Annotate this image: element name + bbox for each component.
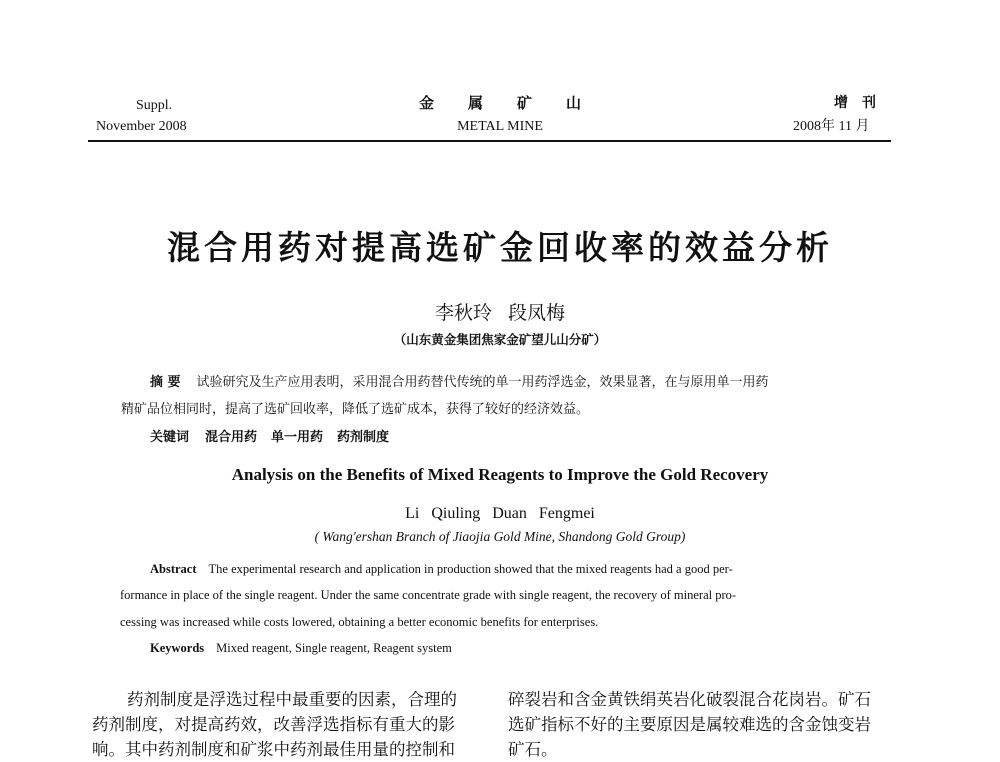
header-rule [88, 140, 891, 142]
keyword-zh-item: 药剂制度 [337, 430, 390, 445]
journal-name-en: METAL MINE [457, 119, 543, 134]
keywords-zh [150, 426, 403, 445]
abstract-en-label: Abstract [150, 562, 197, 576]
abstract-en-text3: cessing was increased while costs lowered, obtaining a better economic benefits for enterprises. [120, 615, 599, 629]
abstract-zh-text1: 试验研究及生产应用表明，采用混合用药替代传统的单一用药浮选金，效果显著，在与原用单一用药 [196, 375, 769, 390]
keywords-en-text: Mixed reagent, Single reagent, Reagent system [216, 641, 452, 655]
affiliation-en: ( Wang'ershan Branch of Jiaojia Gold Mine, Shandong Gold Group) [314, 529, 686, 544]
body-left-line2: 药剂制度，对提高药效，改善浮选指标有重大的影 [92, 715, 455, 734]
keywords-zh-label: 关键词 [150, 430, 190, 445]
authors-en: Li Qiuling Duan Fengmei [405, 505, 595, 522]
abstract-en-text1: The experimental research and application in production showed that the mixed reagents had a good per- [208, 562, 733, 576]
abstract-zh-line1 [150, 371, 769, 390]
abstract-zh-text2: 精矿品位相同时，提高了选矿回收率，降低了选矿成本，获得了较好的经济效益。 [121, 402, 590, 417]
abstract-en-text2: formance in place of the single reagent. Under the same concentrate grade with single reagent, the recovery of mineral pro- [120, 588, 737, 602]
keyword-zh-item: 单一用药 [271, 430, 324, 445]
authors-zh: 李秋玲 段凤梅 [434, 302, 566, 324]
body-left-line1: 药剂制度是浮选过程中最重要的因素，合理的 [127, 690, 457, 709]
journal-supplement-label: Suppl. [136, 98, 173, 113]
journal-name-zh: 金属矿山 [418, 96, 615, 112]
body-left-line3: 响。其中药剂制度和矿浆中药剂最佳用量的控制和 [92, 740, 455, 759]
affiliation-zh: （山东黄金集团焦家金矿望儿山分矿） [393, 332, 607, 347]
abstract-en-line1 [150, 562, 733, 577]
paper-title-zh: 混合用药对提高选矿金回收率的效益分析 [167, 228, 833, 267]
journal-issue-date: November 2008 [96, 119, 187, 134]
body-right-line3: 矿石。 [508, 740, 558, 759]
abstract-zh-label: 摘 要 [150, 375, 181, 390]
body-right-line2: 选矿指标不好的主要原因是属较难选的含金蚀变岩 [508, 715, 871, 734]
body-right-line1: 碎裂岩和含金黄铁绢英岩化破裂混合花岗岩。矿石 [508, 690, 871, 709]
paper-title-en: Analysis on the Benefits of Mixed Reagents to Improve the Gold Recovery [231, 465, 769, 484]
keywords-en-label: Keywords [150, 641, 205, 655]
journal-supplement-label-zh: 增刊 [834, 96, 890, 111]
keyword-zh-item: 混合用药 [205, 430, 258, 445]
keywords-en [150, 641, 452, 656]
journal-issue-date-zh: 2008年 11 月 [793, 119, 870, 134]
